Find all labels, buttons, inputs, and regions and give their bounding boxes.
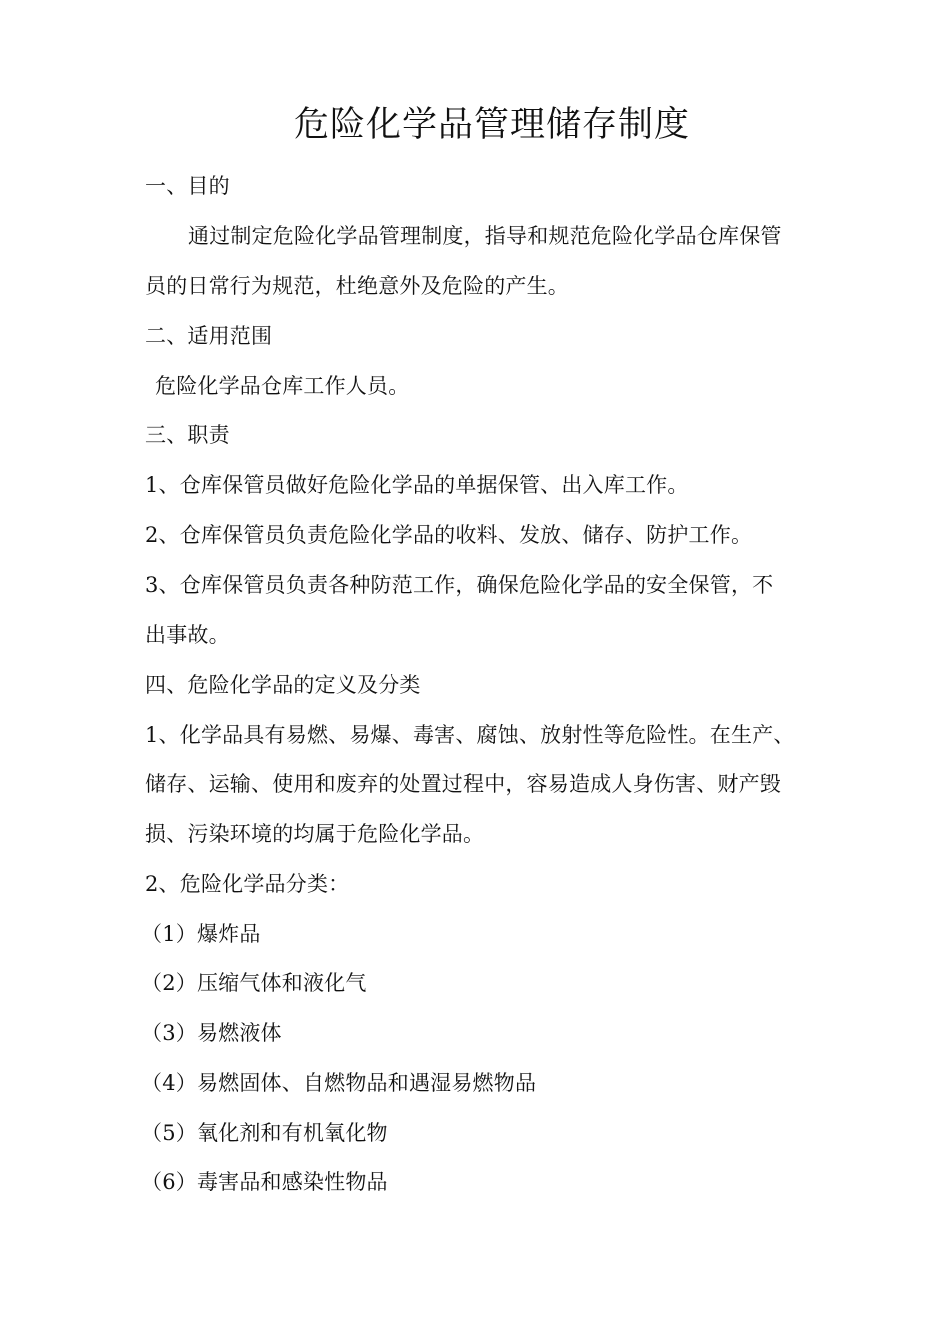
list-item: 2、危险化学品分类：	[145, 872, 350, 896]
section-heading-duties: 三、职责	[145, 423, 230, 447]
paragraph-line: 危险化学品仓库工作人员。	[155, 374, 410, 398]
classification-item: （2）压缩气体和液化气	[141, 971, 367, 995]
paragraph-line: 出事故。	[145, 623, 230, 647]
paragraph-line: 通过制定危险化学品管理制度，指导和规范危险化学品仓库保管	[188, 224, 782, 248]
classification-item: （3）易燃液体	[141, 1021, 282, 1045]
classification-item: （1）爆炸品	[141, 922, 261, 946]
section-heading-definition: 四、危险化学品的定义及分类	[145, 673, 421, 697]
list-item: 1、仓库保管员做好危险化学品的单据保管、出入库工作。	[145, 473, 689, 497]
list-item: 2、仓库保管员负责危险化学品的收料、发放、储存、防护工作。	[145, 523, 753, 547]
section-heading-scope: 二、适用范围	[145, 324, 273, 348]
classification-item: （4）易燃固体、自燃物品和遇湿易燃物品	[141, 1071, 537, 1095]
document-title: 危险化学品管理储存制度	[293, 105, 690, 145]
classification-item: （6）毒害品和感染性物品	[141, 1170, 388, 1194]
section-heading-purpose: 一、目的	[145, 174, 230, 198]
paragraph-line: 员的日常行为规范，杜绝意外及危险的产生。	[145, 274, 569, 298]
paragraph-line: 损、污染环境的均属于危险化学品。	[145, 822, 485, 846]
list-item: 1、化学品具有易燃、易爆、毒害、腐蚀、放射性等危险性。在生产、	[145, 723, 795, 747]
classification-item: （5）氧化剂和有机氧化物	[141, 1121, 388, 1145]
list-item: 3、仓库保管员负责各种防范工作，确保危险化学品的安全保管，不	[145, 573, 774, 597]
paragraph-line: 储存、运输、使用和废弃的处置过程中，容易造成人身伤害、财产毁	[145, 772, 781, 796]
